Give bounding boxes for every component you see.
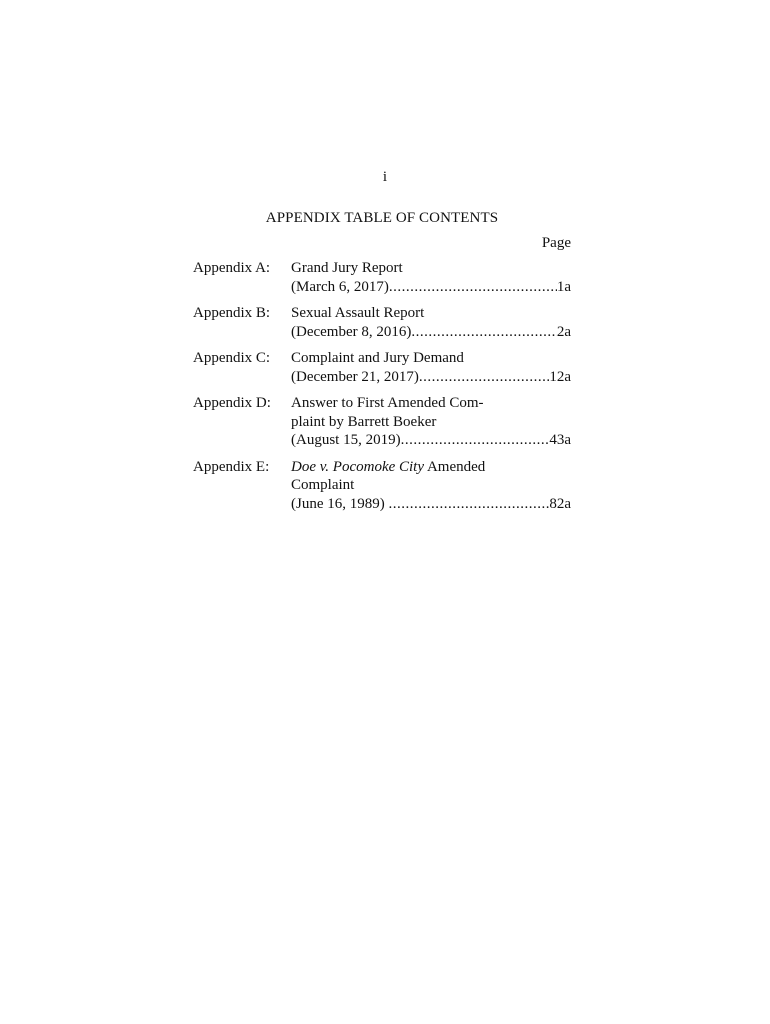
dot-leader	[411, 323, 556, 342]
toc-entry-date-line	[291, 323, 571, 342]
toc-entry-appendix-d	[193, 394, 571, 450]
toc-entry-label: Appendix D:	[193, 395, 271, 411]
toc-entry-date: (March 6, 2017)	[291, 278, 389, 295]
toc-entry-appendix-a	[193, 259, 571, 296]
toc-entry-body	[291, 304, 571, 341]
toc-entry-page-ref: 2a	[556, 323, 571, 340]
toc-entry-page-ref: 43a	[549, 432, 571, 448]
toc-entry-title: Sexual Assault Report	[291, 305, 425, 321]
toc-entry-date-line	[291, 368, 571, 387]
toc-entry-date: (August 15, 2019)	[291, 432, 401, 448]
dot-leader	[419, 368, 549, 387]
toc-entry-title-continued: Complaint	[291, 477, 355, 493]
toc-entry-date-line	[291, 495, 571, 514]
toc-entry-page-ref: 12a	[549, 368, 571, 385]
toc-entries	[193, 259, 571, 521]
toc-entry-title: Complaint and Jury Demand	[291, 350, 464, 366]
toc-entry-page-ref: 82a	[549, 495, 571, 512]
toc-entry-title: Grand Jury Report	[291, 260, 403, 276]
case-name: Doe v. Pocomoke City	[291, 458, 425, 475]
toc-entry-title: Answer to First Amended Com-	[291, 395, 484, 411]
toc-entry-label: Appendix E:	[193, 458, 270, 475]
toc-entry-appendix-c	[193, 349, 571, 386]
toc-entry-label: Appendix B:	[193, 305, 271, 321]
toc-entry-appendix-b	[193, 304, 571, 341]
page-column-header: Page	[541, 235, 571, 251]
toc-entry-date: (December 8, 2016)	[291, 323, 412, 340]
page-title: APPENDIX TABLE OF CONTENTS	[265, 210, 499, 226]
toc-entry-body	[291, 259, 571, 296]
page-number: i	[382, 169, 388, 185]
toc-entry-title-rest: Amended	[424, 458, 486, 475]
toc-entry-label: Appendix C:	[193, 350, 271, 366]
dot-leader	[389, 278, 557, 297]
toc-entry-date: (June 16, 1989)	[291, 495, 389, 512]
toc-entry-page-ref: 1a	[556, 278, 571, 295]
toc-entry-date: (December 21, 2017)	[291, 368, 419, 385]
toc-entry-appendix-e	[193, 458, 571, 514]
toc-entry-date-line	[291, 278, 571, 297]
toc-entry-body	[291, 458, 571, 514]
toc-entry-title-continued: plaint by Barrett Boeker	[291, 413, 437, 430]
dot-leader	[389, 495, 550, 514]
toc-entry-date-line	[291, 431, 571, 450]
toc-entry-body	[291, 394, 571, 450]
toc-entry-title	[291, 458, 571, 477]
dot-leader	[401, 431, 550, 450]
toc-entry-label: Appendix A:	[193, 260, 271, 276]
toc-entry-body	[291, 349, 571, 386]
